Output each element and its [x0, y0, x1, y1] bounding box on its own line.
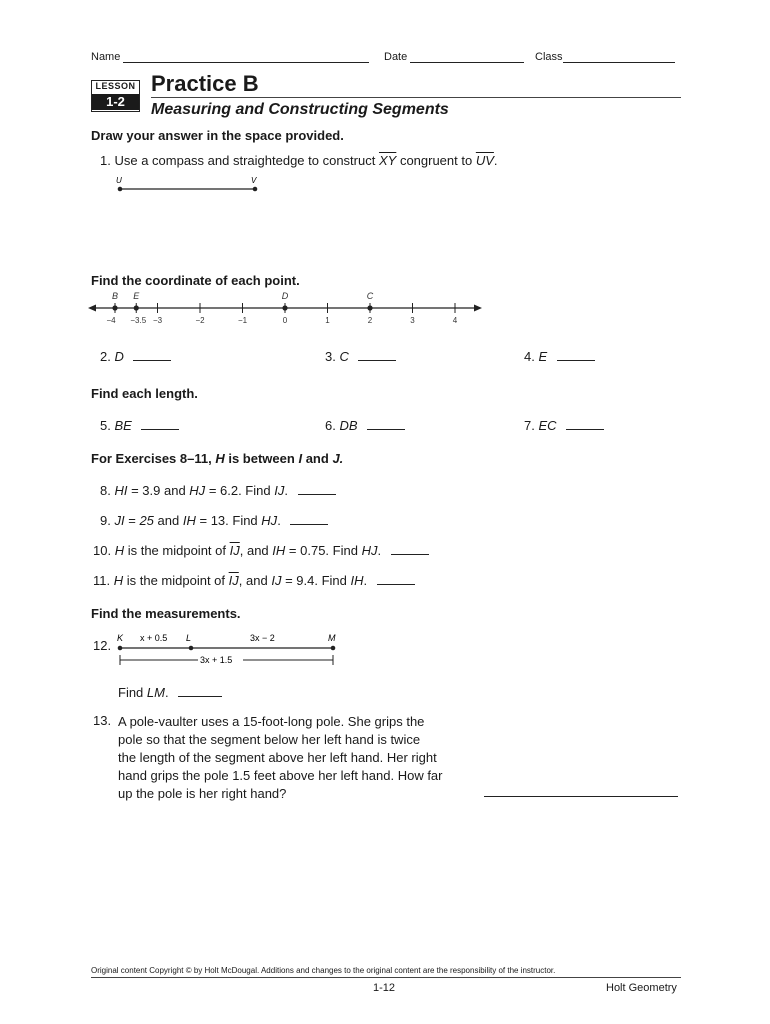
point-m [331, 646, 336, 651]
question-1 [100, 153, 498, 168]
question-line: A pole-vaulter uses a 15-foot-long pole. She grips the [118, 714, 425, 729]
tick-label: 1 [325, 316, 330, 325]
label-m: M [328, 633, 336, 643]
date-label: Date [384, 51, 408, 63]
point-l [189, 646, 194, 651]
question-text: Find [118, 685, 144, 700]
answer-blank[interactable] [178, 684, 222, 697]
question-3 [325, 348, 396, 364]
point-u [118, 187, 123, 192]
answer-blank[interactable] [358, 348, 396, 361]
question-text: . [377, 543, 382, 558]
question-variable: HI [114, 483, 128, 498]
question-variable: E [538, 349, 548, 364]
question-text: and [157, 513, 180, 528]
answer-blank[interactable] [391, 542, 429, 555]
question-4 [524, 348, 595, 364]
question-9 [100, 512, 328, 528]
answer-blank[interactable] [298, 482, 336, 495]
tick-label: 4 [452, 316, 458, 325]
question-7 [524, 417, 604, 433]
question-text: congruent to [399, 153, 473, 168]
section-lengths: Find each length. [91, 386, 198, 401]
answer-blank[interactable] [377, 572, 415, 585]
question-variable: IH [350, 573, 364, 588]
question-variable: DB [339, 418, 358, 433]
question-number: 2. [100, 349, 111, 364]
section-text: and [305, 451, 329, 466]
tick-label: −1 [237, 316, 248, 325]
right-arrow-icon [474, 305, 482, 312]
section-variable: J. [332, 451, 344, 466]
tick-label: 2 [367, 316, 373, 325]
question-variable: EC [538, 418, 557, 433]
segment-klm-diagram [112, 630, 342, 670]
page-title: Practice B [151, 71, 259, 96]
question-line: up the pole is her right hand? [118, 786, 287, 801]
question-10 [93, 542, 429, 558]
question-variable: D [114, 349, 124, 364]
question-text: . [284, 483, 288, 498]
question-8 [100, 482, 336, 498]
class-label: Class [535, 51, 563, 63]
name-field [91, 51, 369, 63]
question-variable: H [114, 543, 125, 558]
question-text: is the midpoint of [127, 543, 226, 558]
tick-label: −3 [152, 316, 163, 325]
question-12-find [118, 684, 222, 700]
section-exercises-8-11 [91, 451, 343, 466]
expr-lm: 3x − 2 [250, 633, 275, 643]
question-text: . [493, 153, 498, 168]
segment-ij: $\overline{IJ}$ [229, 543, 240, 558]
question-text: = 3.9 and [131, 483, 186, 498]
question-variable: IJ [274, 483, 285, 498]
segment-xy: $\overline{XY}$ [378, 153, 397, 168]
question-variable: HJ [189, 483, 206, 498]
expr-kl: x + 0.5 [140, 633, 168, 643]
section-variable: I [298, 451, 303, 466]
answer-blank[interactable] [566, 417, 604, 430]
section-text: is between [228, 451, 295, 466]
question-variable: LM [146, 685, 165, 700]
title-divider [151, 97, 681, 98]
question-number: 8. [100, 483, 111, 498]
date-line[interactable] [410, 51, 524, 63]
point-c [367, 305, 372, 310]
question-text: , and [239, 543, 269, 558]
point-d [282, 305, 287, 310]
question-13-number: 13. [93, 713, 112, 728]
question-variable: BE [114, 418, 132, 433]
question-text: = 9.4. Find [285, 573, 347, 588]
question-number: 6. [325, 418, 336, 433]
class-field [535, 51, 675, 63]
question-value: 25 [139, 513, 154, 528]
name-line[interactable] [123, 51, 369, 63]
section-coordinates: Find the coordinate of each point. [91, 273, 300, 288]
question-text: = [128, 513, 136, 528]
name-label: Name [91, 51, 121, 63]
left-arrow-icon [88, 305, 96, 312]
point-v [253, 187, 258, 192]
question-number: 4. [524, 349, 535, 364]
date-field [384, 51, 524, 63]
label-u: U [116, 176, 122, 185]
page-number: 1-12 [373, 982, 396, 994]
question-variable: JI [114, 513, 125, 528]
question-text: = 6.2. Find [208, 483, 271, 498]
question-number: 9. [100, 513, 111, 528]
question-number: 3. [325, 349, 336, 364]
question-13-text [118, 713, 443, 803]
footer-divider [91, 977, 681, 978]
copyright-note: Original content Copyright © by Holt McDougal. Additions and changes to the original content are the responsibility of the instructor. [91, 966, 556, 975]
page-subtitle: Measuring and Constructing Segments [151, 101, 449, 118]
point-k [118, 646, 123, 651]
section-measurements: Find the measurements. [91, 606, 241, 621]
class-line[interactable] [563, 51, 675, 63]
point-label: D [281, 291, 289, 301]
question-text: Use a compass and straightedge to construct [114, 153, 376, 168]
point-label: C [366, 291, 374, 301]
question-2 [100, 348, 171, 364]
tick-label: 3 [410, 316, 415, 325]
answer-blank[interactable] [141, 417, 179, 430]
question-variable: IJ [271, 573, 282, 588]
question-text: = 0.75. Find [288, 543, 358, 558]
question-variable: HJ [361, 543, 378, 558]
tick-label: −3.5 [130, 316, 147, 325]
question-text: . [277, 513, 281, 528]
question-text: . [164, 685, 169, 700]
point-b [112, 305, 117, 310]
question-line: pole so that the segment below her left hand is twice [118, 732, 421, 747]
question-variable: IH [272, 543, 286, 558]
section-draw: Draw your answer in the space provided. [91, 128, 344, 143]
answer-blank[interactable] [290, 512, 328, 525]
tick-label: −2 [195, 316, 205, 325]
question-variable: HJ [261, 513, 278, 528]
segment-uv: $\overline{UV}$ [475, 153, 494, 168]
question-variable: IH [182, 513, 196, 528]
number-line-tick-labels [106, 316, 457, 325]
point-e [134, 305, 139, 310]
question-variable: H [113, 573, 124, 588]
question-5 [100, 417, 179, 433]
question-12-number: 12. [93, 638, 112, 653]
question-text: , and [238, 573, 268, 588]
question-number: 7. [524, 418, 535, 433]
question-number: 10. [93, 543, 112, 558]
tick-label: 0 [282, 316, 288, 325]
section-variable: H [215, 451, 225, 466]
question-11 [93, 572, 415, 588]
question-text: is the midpoint of [126, 573, 226, 588]
number-line [86, 288, 486, 330]
answer-blank[interactable] [557, 348, 595, 361]
question-number: 11. [93, 573, 111, 588]
point-label: B [111, 291, 119, 301]
question-text: . [363, 573, 368, 588]
answer-blank[interactable] [367, 417, 405, 430]
question-number: 5. [100, 418, 111, 433]
question-line: hand grips the pole 1.5 feet above her left hand. How far [118, 768, 443, 783]
label-k: K [117, 633, 124, 643]
tick-label: −4 [106, 316, 116, 325]
expr-km: 3x + 1.5 [200, 655, 233, 665]
question-variable: C [339, 349, 349, 364]
answer-blank-13[interactable] [484, 796, 678, 797]
label-l: L [186, 633, 192, 643]
point-label: E [133, 291, 140, 301]
segment-uv-diagram [110, 172, 270, 198]
lesson-number: 1-2 [92, 94, 139, 110]
lesson-label: LESSON [95, 81, 136, 91]
segment-ij: $\overline{IJ}$ [228, 573, 239, 588]
question-6 [325, 417, 405, 433]
question-text: = 13. Find [199, 513, 258, 528]
question-line: the length of the segment above her left hand. Her right [118, 750, 437, 765]
answer-blank[interactable] [133, 348, 171, 361]
book-title: Holt Geometry [606, 982, 677, 994]
question-number: 1. [100, 153, 111, 168]
section-text: For Exercises 8–11, [91, 451, 212, 466]
label-v: V [251, 176, 257, 185]
